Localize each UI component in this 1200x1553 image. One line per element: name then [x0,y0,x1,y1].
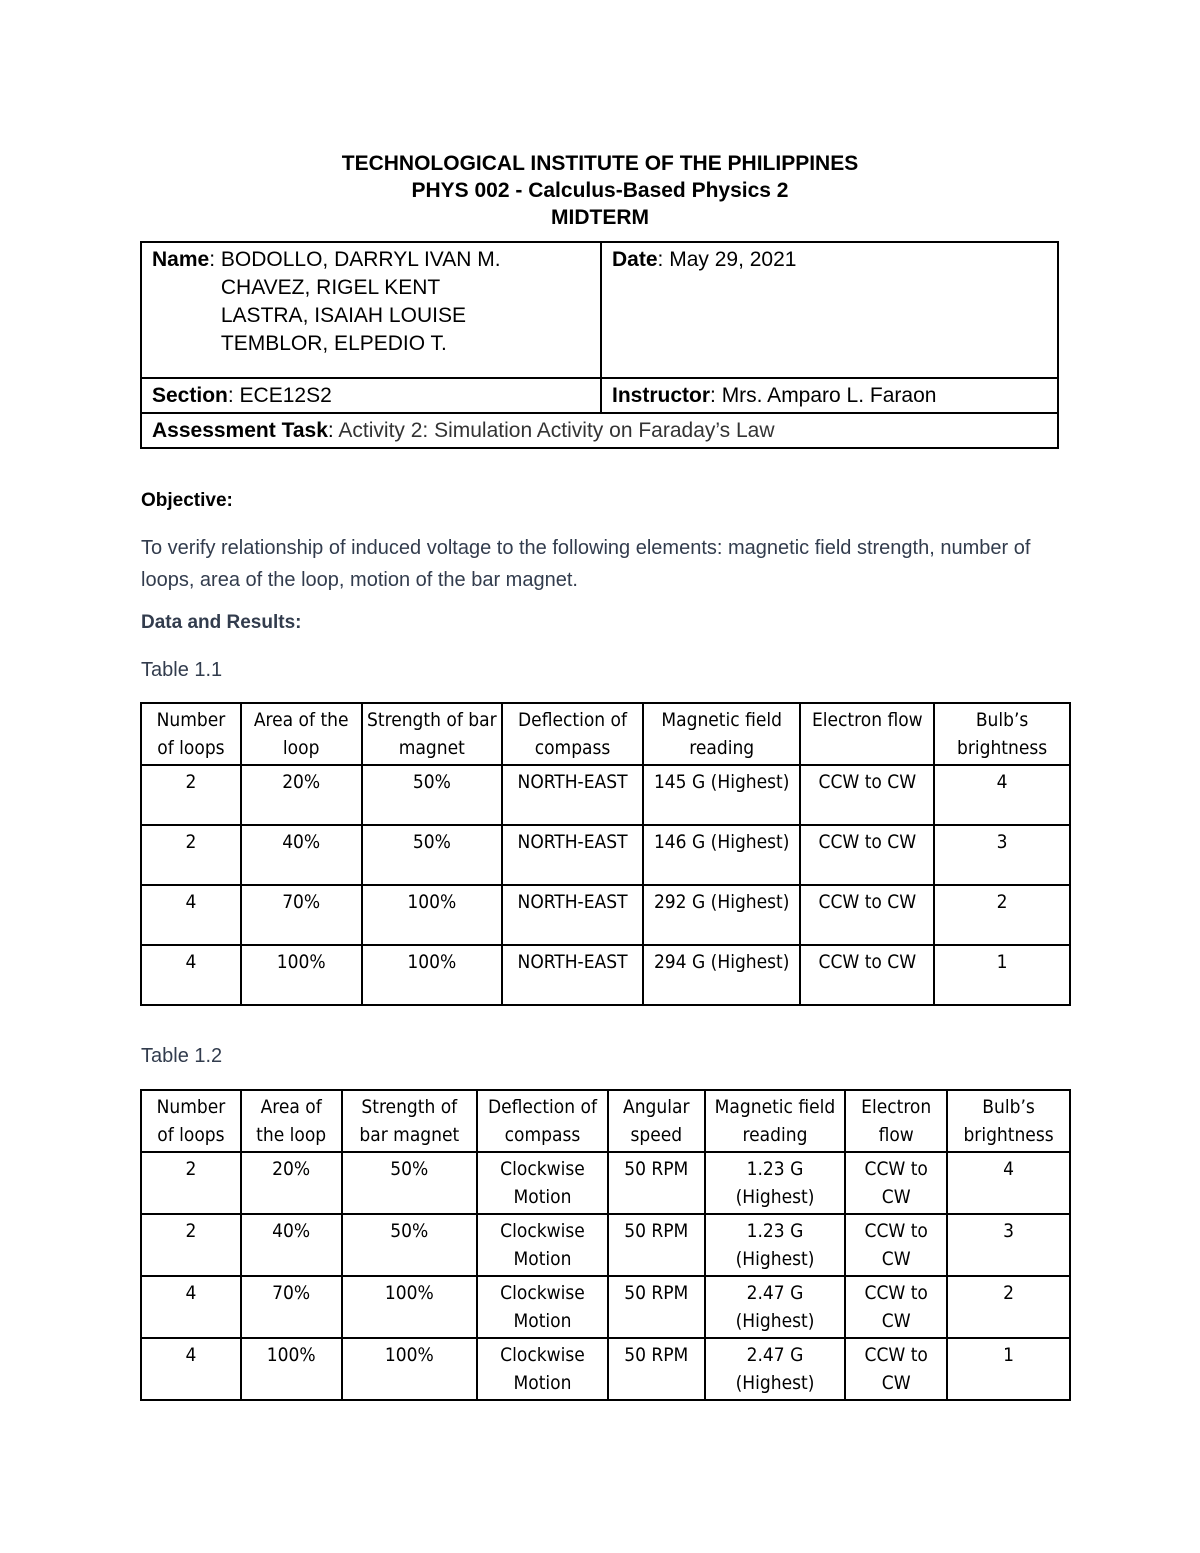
column-header: Bulb’s brightness [947,1090,1070,1152]
table-cell: 2.47 G (Highest) [705,1276,846,1338]
column-header: Area of the loop [241,703,362,765]
table-cell: 50 RPM [608,1214,705,1276]
column-header: Number of loops [141,703,241,765]
table-cell: 145 G (Highest) [643,765,801,825]
table-cell: 2 [141,1214,241,1276]
objective-heading: Objective: [141,490,233,511]
name-cell: Name: BODOLLO, DARRYL IVAN M. CHAVEZ, RIGEL KENT LASTRA, ISAIAH LOUISE TEMBLOR, ELPEDIO T. [141,242,601,378]
exam-title: MIDTERM [551,206,649,229]
table-header-row [141,1090,1070,1152]
table-cell: 2 [141,1152,241,1214]
table-row [141,1338,1070,1400]
table-cell: CCW to CW [800,945,934,1005]
column-header: Strength of bar magnet [362,703,503,765]
column-header: Electron flow [845,1090,947,1152]
results-table-2 [140,1089,1071,1401]
table-row [141,765,1070,825]
task-cell: Assessment Task: Activity 2: Simulation Activity on Faraday’s Law [141,413,1058,448]
table-cell: 3 [947,1214,1070,1276]
table-cell: NORTH-EAST [502,825,643,885]
table-cell: 4 [141,885,241,945]
table-cell: 2.47 G (Highest) [705,1338,846,1400]
table-cell: 2 [141,825,241,885]
objective-text: To verify relationship of induced voltage to the following elements: magnetic field strength, number of loops, area of the loop, motion of the bar magnet. [141,537,1031,591]
section-cell: Section: ECE12S2 [141,378,601,413]
table-cell: Clockwise Motion [477,1152,608,1214]
table-cell: CCW to CW [845,1214,947,1276]
table-cell: 1 [934,945,1070,1005]
table-cell: CCW to CW [800,825,934,885]
table-cell: 20% [241,1152,342,1214]
table-cell: 50 RPM [608,1338,705,1400]
student-name: CHAVEZ, RIGEL KENT [220,276,441,299]
table-header-row [141,703,1070,765]
student-name: BODOLLO, DARRYL IVAN M. [220,248,501,271]
table-cell: 50 RPM [608,1276,705,1338]
table-cell: 70% [241,1276,342,1338]
table-cell: 100% [362,885,503,945]
table-cell: 50% [342,1152,478,1214]
table-cell: 2 [141,765,241,825]
instructor-label: Instructor [612,384,711,407]
column-header: Area of the loop [241,1090,342,1152]
table-cell: CCW to CW [845,1152,947,1214]
task-value: Activity 2: Simulation Activity on Faraday’s Law [338,419,775,442]
table-row [141,1152,1070,1214]
table-cell: 100% [241,1338,342,1400]
table-cell: 294 G (Highest) [643,945,801,1005]
table-cell: 4 [141,1338,241,1400]
table-cell: NORTH-EAST [502,945,643,1005]
table-cell: 146 G (Highest) [643,825,801,885]
column-header: Magnetic field reading [643,703,801,765]
table-cell: CCW to CW [845,1276,947,1338]
table-cell: 4 [934,765,1070,825]
task-label: Assessment Task [152,419,328,442]
table-row [141,1276,1070,1338]
table-row [141,825,1070,885]
table-cell: 292 G (Highest) [643,885,801,945]
column-header: Magnetic field reading [705,1090,846,1152]
column-header: Strength of bar magnet [342,1090,478,1152]
names-list [221,246,501,358]
table-cell: 100% [342,1338,478,1400]
table1-caption: Table 1.1 [141,659,223,681]
column-header: Deflection of compass [477,1090,608,1152]
date-cell: Date: May 29, 2021 [601,242,1058,378]
table-cell: 2 [934,885,1070,945]
date-value: May 29, 2021 [669,248,797,271]
table-cell: 50% [362,765,503,825]
column-header: Number of loops [141,1090,241,1152]
table-cell: 100% [362,945,503,1005]
table-cell: 1 [947,1338,1070,1400]
section-label: Section [152,384,228,407]
table-cell: Clockwise Motion [477,1338,608,1400]
institution-title: TECHNOLOGICAL INSTITUTE OF THE PHILIPPINES [341,152,859,175]
table-cell: 4 [947,1152,1070,1214]
table-cell: 40% [241,825,362,885]
table-cell: 50 RPM [608,1152,705,1214]
table-cell: 4 [141,1276,241,1338]
table-row [141,885,1070,945]
table-cell: Clockwise Motion [477,1214,608,1276]
section-value: ECE12S2 [239,384,332,407]
column-header: Deflection of compass [502,703,643,765]
table-cell: Clockwise Motion [477,1276,608,1338]
table-cell: 100% [241,945,362,1005]
column-header: Angular speed [608,1090,705,1152]
table-cell: NORTH-EAST [502,765,643,825]
student-name: TEMBLOR, ELPEDIO T. [220,332,447,355]
instructor-cell: Instructor: Mrs. Amparo L. Faraon [601,378,1058,413]
info-table [140,241,1059,449]
date-label: Date [612,248,658,271]
column-header: Bulb’s brightness [934,703,1070,765]
course-title: PHYS 002 - Calculus-Based Physics 2 [411,179,789,202]
table-row [141,945,1070,1005]
table-cell: 1.23 G (Highest) [705,1214,846,1276]
table-cell: 3 [934,825,1070,885]
table-cell: 100% [342,1276,478,1338]
table-cell: CCW to CW [800,765,934,825]
table-cell: 50% [362,825,503,885]
instructor-value: Mrs. Amparo L. Faraon [721,384,937,407]
data-results-heading: Data and Results: [141,612,302,633]
table2-caption: Table 1.2 [141,1045,223,1067]
results-table-1 [140,702,1071,1006]
table-cell: 20% [241,765,362,825]
student-name: LASTRA, ISAIAH LOUISE [220,304,466,327]
table-cell: 40% [241,1214,342,1276]
name-label: Name [152,248,210,271]
table-row [141,1214,1070,1276]
column-header: Electron flow [800,703,934,765]
table-cell: 2 [947,1276,1070,1338]
table-cell: CCW to CW [800,885,934,945]
table-cell: CCW to CW [845,1338,947,1400]
table-cell: 50% [342,1214,478,1276]
table-cell: 70% [241,885,362,945]
table-cell: 4 [141,945,241,1005]
table-cell: NORTH-EAST [502,885,643,945]
table-cell: 1.23 G (Highest) [705,1152,846,1214]
